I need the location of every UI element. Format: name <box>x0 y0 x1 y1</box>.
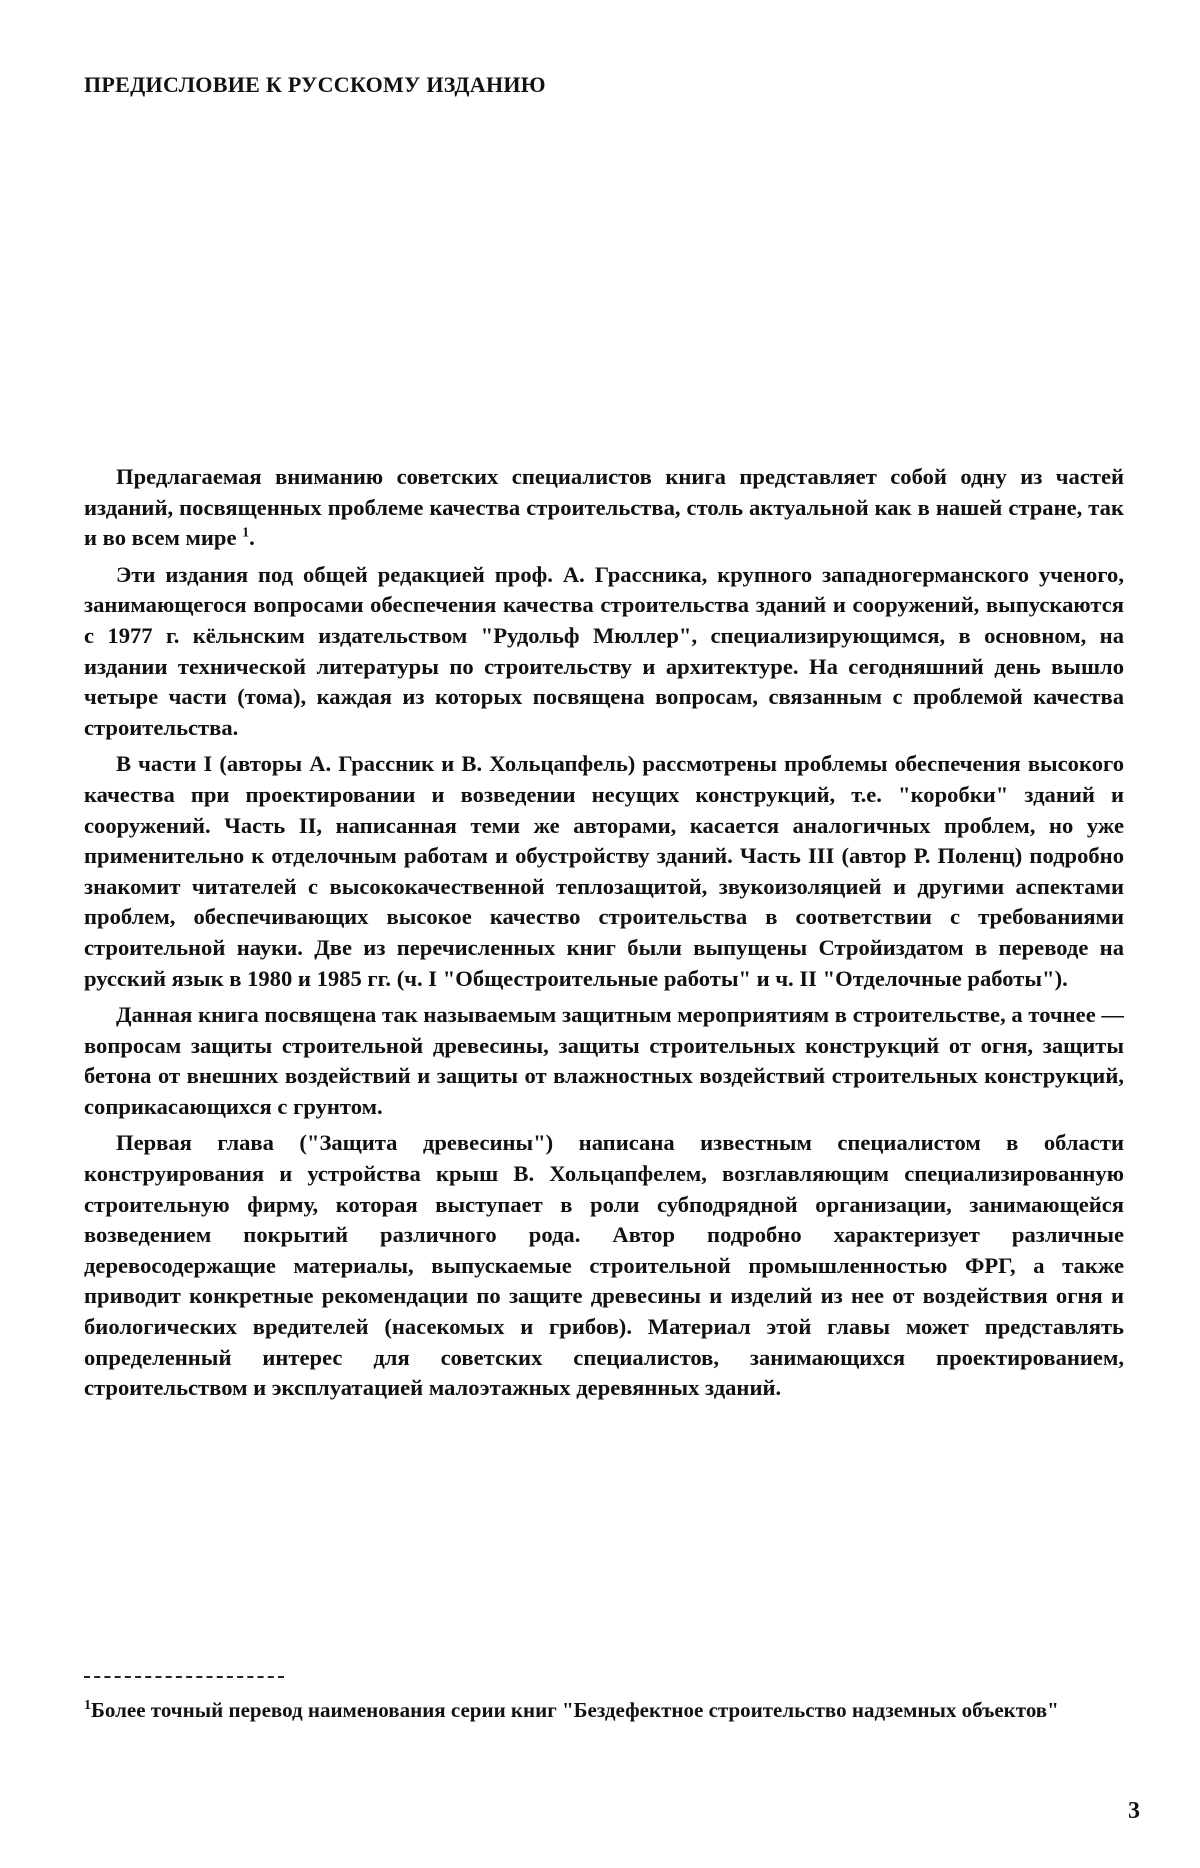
paragraph-2: Эти издания под общей редакцией проф. А. Грассника, крупного западногерманского ученого, занимающегося вопросами обеспечения качества строительства зданий и сооружений, выпускаются с 1977 г. кёльнским издательством "Рудольф Мюллер", специализирующимся, в основном, на издании технической литературы по строительству и архитектуре. На сегодняшний день вышло четыре части (тома), каждая из которых посвящена вопросам, связанным с проблемой качества строительства. <box>84 561 1124 740</box>
main-text <box>84 462 1124 1410</box>
paragraph-5: Первая глава ("Защита древесины") написана известным специалистом в области конструирования и устройства крыш В. Хольцапфелем, возглавляющим специализированную строительную фирму, которая выступает в роли субподрядной организации, занимающейся возведением покрытий различного рода. Автор подробно характеризует различные деревосодержащие материалы, выпускаемые строительной промышленностью ФРГ, а также приводит конкретные рекомендации по защите древесины и изделий из нее от воздействия огня и биологических вредителей (насекомых и грибов). Материал этой главы может представлять определенный интерес для советских специалистов, занимающихся проектированием, строительством и эксплуатацией малоэтажных деревянных зданий. <box>84 1130 1124 1401</box>
footnote <box>84 1696 1124 1724</box>
paragraph-4: Данная книга посвящена так называемым защитным мероприятиям в строительстве, а точнее — вопросам защиты строительной древесины, защиты строительных конструкций от огня, защиты бетона от внешних воздействий и защиты от влажностных воздействий строительных конструкций, соприкасающихся с грунтом. <box>84 1002 1124 1119</box>
footnote-divider <box>84 1676 284 1678</box>
page-heading: ПРЕДИСЛОВИЕ К РУССКОМУ ИЗДАНИЮ <box>84 72 546 97</box>
page-number: 3 <box>1128 1798 1140 1824</box>
paragraph-1: Предлагаемая вниманию советских специалистов книга представляет собой одну из частей изданий, посвященных проблеме качества строительства, столь актуальной как в нашей стране, так и во всем мире $^1$. <box>84 464 1124 551</box>
footnote-mark: 1 <box>84 1698 91 1713</box>
footnote-text: Более точный перевод наименования серии книг "Бездефектное строительство надземных объектов" <box>91 1698 1059 1722</box>
paragraph-1-text: Предлагаемая вниманию советских специалистов книга представляет собой одну из частей изданий, посвященных проблеме качества строительства, столь актуальной как в нашей стране, так и во всем мире <box>84 464 1124 551</box>
footnote-ref: 1 <box>242 525 250 541</box>
paragraph-3: В части I (авторы А. Грассник и В. Хольцапфель) рассмотрены проблемы обеспечения высокого качества при проектировании и возведении несущих конструкций, т.е. "коробки" зданий и сооружений. Часть II, написанная теми же авторами, касается аналогичных проблем, но уже применительно к отделочным работам и обустройству зданий. Часть III (автор Р. Поленц) подробно знакомит читателей с высококачественной теплозащитой, звукоизоляцией и другими аспектами проблем, обеспечивающих высокое качество строительства в соответствии с требованиями строительной науки. Две из перечисленных книг были выпущены Стройиздатом в переводе на русский язык в 1980 и 1985 гг. (ч. I "Общестроительные работы" и ч. II "Отделочные работы"). <box>84 751 1124 991</box>
